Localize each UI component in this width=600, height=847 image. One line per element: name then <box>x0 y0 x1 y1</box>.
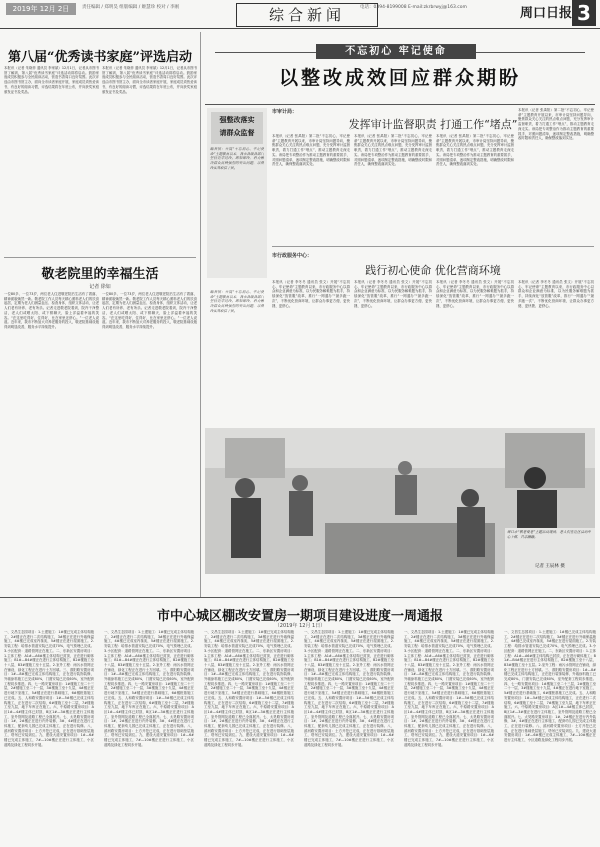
banner-divider <box>205 104 595 105</box>
sidebar-badge-line1: 强整改落实 <box>219 116 255 124</box>
editor-credits: 责任编辑 / 郑明昊 组版编辑 / 姬慧珍 校对 / 李刚 <box>82 5 179 10</box>
progress-report-col-6: 一、文昌生态园项目：1.土建施工：1#楼已完成主体结构施工，2#楼正在进行二次结构施工，3#楼正在进行外墙保温施工，4#楼已完成室内抹灰，5#楼正在进行屋面施工。2.安装工程：给排水管道安装已完成70%，电气预埋已完成。3.小区配套：道路管网正在施工。二、东新区安置房项目：1.主体工程：A1#—A6#楼主体结构已封顶，正在进行砌体施工；B1#—B4#楼正在进行主体结构施工，B2#楼施工至十八层，B3#楼施工至十五层。2.室外工程：雨污水管网正在铺设，绿化工程正在进行土方回填。三、淮阳路安置房项目：1#—8#楼已完成主体结构施工，正在进行装饰装修，外墙涂料施工已完成80%，门窗安装已完成60%，室外配套工程同步推进。四、七一路安置房项目：1#楼施工至二十三层，2#楼施工至二十一层，3#楼施工至十九层，4#楼正在进行地下室施工，5#楼正在进行基础施工，6#楼桩基施工已完成。五、人和路安置房项目：1#—5#楼已完成主体结构施工，正在进行二次结构，6#楼施工至十二层，7#楼施工至九层，地下车库正在施工。六、中原路安置房项目：A区1#—4#楼主体已封顶，B区1#—3#楼正在进行主体施工，室外管网及道路工程已全面展开。七、太昊路安置房项目：1#、2#楼正在进行内外装修，3#、4#楼正在进行主体施工，配套幼儿园已完成主体施工，正在进行装修。八、滨河路安置房项目：土方开挖已完成，正在进行基础垫层施工，塔吊已安装到位。九、建设大道安置房项目：1#—6#楼已完成主体施工，7#—10#楼正在进行主体施工，小区道路及绿化工程同步开展。 <box>504 630 596 743</box>
audit-dept-label: 市审计局： <box>272 109 298 115</box>
news-photo <box>205 428 595 574</box>
sidebar-badge <box>211 112 263 144</box>
admin-article-title: 践行初心使命 优化营商环境 <box>365 264 501 277</box>
progress-report-col-5: 一、文昌生态园项目：1.土建施工：1#楼已完成主体结构施工，2#楼正在进行二次结构施工，3#楼正在进行外墙保温施工，4#楼已完成室内抹灰，5#楼正在进行屋面施工。2.安装工程：给排水管道安装已完成70%，电气预埋已完成。3.小区配套：道路管网正在施工。二、东新区安置房项目：1.主体工程：A1#—A6#楼主体结构已封顶，正在进行砌体施工；B1#—B4#楼正在进行主体结构施工，B2#楼施工至十八层，B3#楼施工至十五层。2.室外工程：雨污水管网正在铺设，绿化工程正在进行土方回填。三、淮阳路安置房项目：1#—8#楼已完成主体结构施工，正在进行装饰装修，外墙涂料施工已完成80%，门窗安装已完成60%，室外配套工程同步推进。四、七一路安置房项目：1#楼施工至二十三层，2#楼施工至二十一层，3#楼施工至十九层，4#楼正在进行地下室施工，5#楼正在进行基础施工，6#楼桩基施工已完成。五、人和路安置房项目：1#—5#楼已完成主体结构施工，正在进行二次结构，6#楼施工至十二层，7#楼施工至九层，地下车库正在施工。六、中原路安置房项目：A区1#—4#楼主体已封顶，B区1#—3#楼正在进行主体施工，室外管网及道路工程已全面展开。七、太昊路安置房项目：1#、2#楼正在进行内外装修，3#、4#楼正在进行主体施工，配套幼儿园已完成主体施工，正在进行装修。八、滨河路安置房项目：土方开挖已完成，正在进行基础垫层施工，塔吊已安装到位。九、建设大道安置房项目：1#—6#楼已完成主体施工，7#—10#楼正在进行主体施工，小区道路及绿化工程同步开展。 <box>404 630 494 747</box>
editor-note-text-2: 编者按：开展“不忘初心、牢记使命”主题教育以来，我市各级各部门坚持边学边改、即知即改，着力解决群众反映强烈的突出问题，以整改实效取信于民。 <box>210 290 264 313</box>
audit-body-2: 本报讯（记者 张禹阳）第二批“不忘初心、牢记使命”主题教育开展以来，市审计局坚持问题导向，聚焦群众关心关注的热点难点问题，充分发挥审计监督职责，着力打通工作“堵点”，推动主题教育走深走实。该局把专项整治作为推动主题教育的重要抓手，对照问题清单，逐项制定整改措施，明确整改时限和责任人，确保整改落到实处。 <box>354 134 432 167</box>
article-divider <box>4 257 196 258</box>
audit-article-title: 发挥审计监督职责 打通工作“堵点” <box>348 118 518 131</box>
slogan-badge: 不忘初心 牢记使命 <box>316 44 476 59</box>
contact-info: 电话：0394-8199008 E-mail:zkrbrwyj@163.com <box>360 5 467 10</box>
audit-body-4: 本报讯（记者 张禹阳）第二批“不忘初心、牢记使命”主题教育开展以来，市审计局坚持问题导向，聚焦群众关心关注的热点难点问题，充分发挥审计监督职责，着力打通工作“堵点”，推动主题教育走深走实。该局把专项整治作为推动主题教育的重要抓手，对照问题清单，逐项制定整改措施，明确整改时限和责任人，确保整改落到实处。 <box>518 108 594 141</box>
progress-report-date: （2019年 12月 1日） <box>274 623 326 629</box>
page-number: 3 <box>572 0 596 26</box>
article-divider <box>272 246 594 247</box>
issue-date: 2019年 12月 2日 <box>6 3 76 15</box>
admin-body-2: 本报讯（记者 李冬冬 通讯员 张文）开展“不忘初心、牢记使命”主题教育以来，市行政服务中心以群众和企业满意为标准，以为民服务解难题为抓手，持续深化“放管服”改革，推行“一网通办”“最多跑一次”，不断优化营商环境，让群众办事更方便、更快捷、更舒心。 <box>354 280 432 308</box>
newspaper-logo: 周口日报 <box>520 6 573 21</box>
admin-body-1: 本报讯（记者 李冬冬 通讯员 张文）开展“不忘初心、牢记使命”主题教育以来，市行政服务中心以群众和企业满意为标准，以为民服务解难题为抓手，持续深化“放管服”改革，推行“一网通办”“最多跑一次”，不断优化营商环境，让群众办事更方便、更快捷、更舒心。 <box>272 280 350 308</box>
article-body-nursing-home-2: 一位80多、一位73岁，两位老人住进敬老院后生活有了着落，精神面貌焕然一新。敬老院工作人员每天精心照料老人们的饮食起居，定期为老人们测量血压、检查身体，组织文体活动，让老人们老有所养、老有所乐。记者走进敬老院看到，院内干净整洁，老人们或晒太阳、或下棋聊天，脸上洋溢着幸福的笑容。“在这里吃得好、住得好，比在家里还舒心。”一位老人说道。近年来，我市不断加大对养老服务的投入，敬老院基础设施得到明显改善，服务水平持续提升。 <box>102 292 197 329</box>
article-body-reading-family-2: 本报讯（记者 朱晓菲 通讯员 李家斌）12月1日，记者从市图书馆了解到，第八届“优秀读书家庭”评选活动即将启动。鼓励家庭成员积极参与全民阅读活动，营造书香周口良好氛围。此次评选由市图书馆主办，面向全市读者家庭开展，家庭成员须热爱读书，有良好的阅读习惯，评选结果将在年底公布，并向获奖家庭颁发证书及奖品。 <box>102 66 197 94</box>
main-headline: 以整改成效回应群众期盼 <box>278 67 521 89</box>
section-divider <box>0 597 600 598</box>
audit-body-3: 本报讯（记者 张禹阳）第二批“不忘初心、牢记使命”主题教育开展以来，市审计局坚持问题导向，聚焦群众关心关注的热点难点问题，充分发挥审计监督职责，着力打通工作“堵点”，推动主题教育走深走实。该局把专项整治作为推动主题教育的重要抓手，对照问题清单，逐项制定整改措施，明确整改时限和责任人，确保整改落到实处。 <box>436 134 514 167</box>
article-body-nursing-home-1: 一位80多、一位73岁，两位老人住进敬老院后生活有了着落，精神面貌焕然一新。敬老院工作人员每天精心照料老人们的饮食起居，定期为老人们测量血压、检查身体，组织文体活动，让老人们老有所养、老有所乐。记者走进敬老院看到，院内干净整洁，老人们或晒太阳、或下棋聊天，脸上洋溢着幸福的笑容。“在这里吃得好、住得好，比在家里还舒心。”一位老人说道。近年来，我市不断加大对养老服务的投入，敬老院基础设施得到明显改善，服务水平持续提升。 <box>4 292 99 329</box>
sidebar-badge-line2: 请群众监督 <box>219 129 255 137</box>
admin-body-3: 本报讯（记者 李冬冬 通讯员 张文）开展“不忘初心、牢记使命”主题教育以来，市行政服务中心以群众和企业满意为标准，以为民服务解难题为抓手，持续深化“放管服”改革，推行“一网通办”“最多跑一次”，不断优化营商环境，让群众办事更方便、更快捷、更舒心。 <box>436 280 514 308</box>
article-body-reading-family-1: 本报讯（记者 朱晓菲 通讯员 李家斌）12月1日，记者从市图书馆了解到，第八届“优秀读书家庭”评选活动即将启动。鼓励家庭成员积极参与全民阅读活动，营造书香周口良好氛围。此次评选由市图书馆主办，面向全市读者家庭开展，家庭成员须热爱读书，有良好的阅读习惯，评选结果将在年底公布，并向获奖家庭颁发证书及奖品。 <box>4 66 99 94</box>
progress-report-col-2: 一、文昌生态园项目：1.土建施工：1#楼已完成主体结构施工，2#楼正在进行二次结构施工，3#楼正在进行外墙保温施工，4#楼已完成室内抹灰，5#楼正在进行屋面施工。2.安装工程：给排水管道安装已完成70%，电气预埋已完成。3.小区配套：道路管网正在施工。二、东新区安置房项目：1.主体工程：A1#—A6#楼主体结构已封顶，正在进行砌体施工；B1#—B4#楼正在进行主体结构施工，B2#楼施工至十八层，B3#楼施工至十五层。2.室外工程：雨污水管网正在铺设，绿化工程正在进行土方回填。三、淮阳路安置房项目：1#—8#楼已完成主体结构施工，正在进行装饰装修，外墙涂料施工已完成80%，门窗安装已完成60%，室外配套工程同步推进。四、七一路安置房项目：1#楼施工至二十三层，2#楼施工至二十一层，3#楼施工至十九层，4#楼正在进行地下室施工，5#楼正在进行基础施工，6#楼桩基施工已完成。五、人和路安置房项目：1#—5#楼已完成主体结构施工，正在进行二次结构，6#楼施工至十二层，7#楼施工至九层，地下车库正在施工。六、中原路安置房项目：A区1#—4#楼主体已封顶，B区1#—3#楼正在进行主体施工，室外管网及道路工程已全面展开。七、太昊路安置房项目：1#、2#楼正在进行内外装修，3#、4#楼正在进行主体施工，配套幼儿园已完成主体施工，正在进行装修。八、滨河路安置房项目：土方开挖已完成，正在进行基础垫层施工，塔吊已安装到位。九、建设大道安置房项目：1#—6#楼已完成主体施工，7#—10#楼正在进行主体施工，小区道路及绿化工程同步开展。 <box>104 630 194 747</box>
column-divider <box>200 32 201 597</box>
admin-body-4: 本报讯（记者 李冬冬 通讯员 张文）开展“不忘初心、牢记使命”主题教育以来，市行政服务中心以群众和企业满意为标准，以为民服务解难题为抓手，持续深化“放管服”改革，推行“一网通办”“最多跑一次”，不断优化营商环境，让群众办事更方便、更快捷、更舒心。 <box>518 280 594 308</box>
article-title-nursing-home: 敬老院里的幸福生活 <box>41 267 159 282</box>
progress-report-col-3: 一、文昌生态园项目：1.土建施工：1#楼已完成主体结构施工，2#楼正在进行二次结构施工，3#楼正在进行外墙保温施工，4#楼已完成室内抹灰，5#楼正在进行屋面施工。2.安装工程：给排水管道安装已完成70%，电气预埋已完成。3.小区配套：道路管网正在施工。二、东新区安置房项目：1.主体工程：A1#—A6#楼主体结构已封顶，正在进行砌体施工；B1#—B4#楼正在进行主体结构施工，B2#楼施工至十八层，B3#楼施工至十五层。2.室外工程：雨污水管网正在铺设，绿化工程正在进行土方回填。三、淮阳路安置房项目：1#—8#楼已完成主体结构施工，正在进行装饰装修，外墙涂料施工已完成80%，门窗安装已完成60%，室外配套工程同步推进。四、七一路安置房项目：1#楼施工至二十三层，2#楼施工至二十一层，3#楼施工至十九层，4#楼正在进行地下室施工，5#楼正在进行基础施工，6#楼桩基施工已完成。五、人和路安置房项目：1#—5#楼已完成主体结构施工，正在进行二次结构，6#楼施工至十二层，7#楼施工至九层，地下车库正在施工。六、中原路安置房项目：A区1#—4#楼主体已封顶，B区1#—3#楼正在进行主体施工，室外管网及道路工程已全面展开。七、太昊路安置房项目：1#、2#楼正在进行内外装修，3#、4#楼正在进行主体施工，配套幼儿园已完成主体施工，正在进行装修。八、滨河路安置房项目：土方开挖已完成，正在进行基础垫层施工，塔吊已安装到位。九、建设大道安置房项目：1#—6#楼已完成主体施工，7#—10#楼正在进行主体施工，小区道路及绿化工程同步开展。 <box>204 630 294 747</box>
admin-dept-label: 市行政服务中心： <box>272 253 313 259</box>
article-title-reading-family: 第八届“优秀读书家庭”评选启动 <box>8 50 192 65</box>
progress-report-col-1: 一、文昌生态园项目：1.土建施工：1#楼已完成主体结构施工，2#楼正在进行二次结构施工，3#楼正在进行外墙保温施工，4#楼已完成室内抹灰，5#楼正在进行屋面施工。2.安装工程：给排水管道安装已完成70%，电气预埋已完成。3.小区配套：道路管网正在施工。二、东新区安置房项目：1.主体工程：A1#—A6#楼主体结构已封顶，正在进行砌体施工；B1#—B4#楼正在进行主体结构施工，B2#楼施工至十八层，B3#楼施工至十五层。2.室外工程：雨污水管网正在铺设，绿化工程正在进行土方回填。三、淮阳路安置房项目：1#—8#楼已完成主体结构施工，正在进行装饰装修，外墙涂料施工已完成80%，门窗安装已完成60%，室外配套工程同步推进。四、七一路安置房项目：1#楼施工至二十三层，2#楼施工至二十一层，3#楼施工至十九层，4#楼正在进行地下室施工，5#楼正在进行基础施工，6#楼桩基施工已完成。五、人和路安置房项目：1#—5#楼已完成主体结构施工，正在进行二次结构，6#楼施工至十二层，7#楼施工至九层，地下车库正在施工。六、中原路安置房项目：A区1#—4#楼主体已封顶，B区1#—3#楼正在进行主体施工，室外管网及道路工程已全面展开。七、太昊路安置房项目：1#、2#楼正在进行内外装修，3#、4#楼正在进行主体施工，配套幼儿园已完成主体施工，正在进行装修。八、滨河路安置房项目：土方开挖已完成，正在进行基础垫层施工，塔吊已安装到位。九、建设大道安置房项目：1#—6#楼已完成主体施工，7#—10#楼正在进行主体施工，小区道路及绿化工程同步开展。 <box>4 630 94 747</box>
progress-report-col-4: 一、文昌生态园项目：1.土建施工：1#楼已完成主体结构施工，2#楼正在进行二次结构施工，3#楼正在进行外墙保温施工，4#楼已完成室内抹灰，5#楼正在进行屋面施工。2.安装工程：给排水管道安装已完成70%，电气预埋已完成。3.小区配套：道路管网正在施工。二、东新区安置房项目：1.主体工程：A1#—A6#楼主体结构已封顶，正在进行砌体施工；B1#—B4#楼正在进行主体结构施工，B2#楼施工至十八层，B3#楼施工至十五层。2.室外工程：雨污水管网正在铺设，绿化工程正在进行土方回填。三、淮阳路安置房项目：1#—8#楼已完成主体结构施工，正在进行装饰装修，外墙涂料施工已完成80%，门窗安装已完成60%，室外配套工程同步推进。四、七一路安置房项目：1#楼施工至二十三层，2#楼施工至二十一层，3#楼施工至十九层，4#楼正在进行地下室施工，5#楼正在进行基础施工，6#楼桩基施工已完成。五、人和路安置房项目：1#—5#楼已完成主体结构施工，正在进行二次结构，6#楼施工至十二层，7#楼施工至九层，地下车库正在施工。六、中原路安置房项目：A区1#—4#楼主体已封顶，B区1#—3#楼正在进行主体施工，室外管网及道路工程已全面展开。七、太昊路安置房项目：1#、2#楼正在进行内外装修，3#、4#楼正在进行主体施工，配套幼儿园已完成主体施工，正在进行装修。八、滨河路安置房项目：土方开挖已完成，正在进行基础垫层施工，塔吊已安装到位。九、建设大道安置房项目：1#—6#楼已完成主体施工，7#—10#楼正在进行主体施工，小区道路及绿化工程同步开展。 <box>304 630 394 747</box>
page-header <box>0 0 600 28</box>
photo-credit: 记者 王辰林 摄 <box>535 564 565 569</box>
progress-report-title: 市中心城区棚改安置房一期项目建设进度一周通报 <box>156 609 443 624</box>
header-rule <box>0 28 600 29</box>
section-title: 综合新闻 <box>236 3 378 27</box>
byline-nursing-home: 记者 徐如 <box>89 284 111 290</box>
editor-note-text: 编者按：开展“不忘初心、牢记使命”主题教育以来，我市各级各部门坚持边学边改、即知即改，着力解决群众反映强烈的突出问题，以整改实效取信于民。 <box>210 147 264 170</box>
photo-caption: 周口市“敬老爱老”主题活动现场，老人们在社区活动中心下棋，其乐融融。 <box>507 530 591 539</box>
audit-body-1: 本报讯（记者 张禹阳）第二批“不忘初心、牢记使命”主题教育开展以来，市审计局坚持问题导向，聚焦群众关心关注的热点难点问题，充分发挥审计监督职责，着力打通工作“堵点”，推动主题教育走深走实。该局把专项整治作为推动主题教育的重要抓手，对照问题清单，逐项制定整改措施，明确整改时限和责任人，确保整改落到实处。 <box>272 134 350 167</box>
